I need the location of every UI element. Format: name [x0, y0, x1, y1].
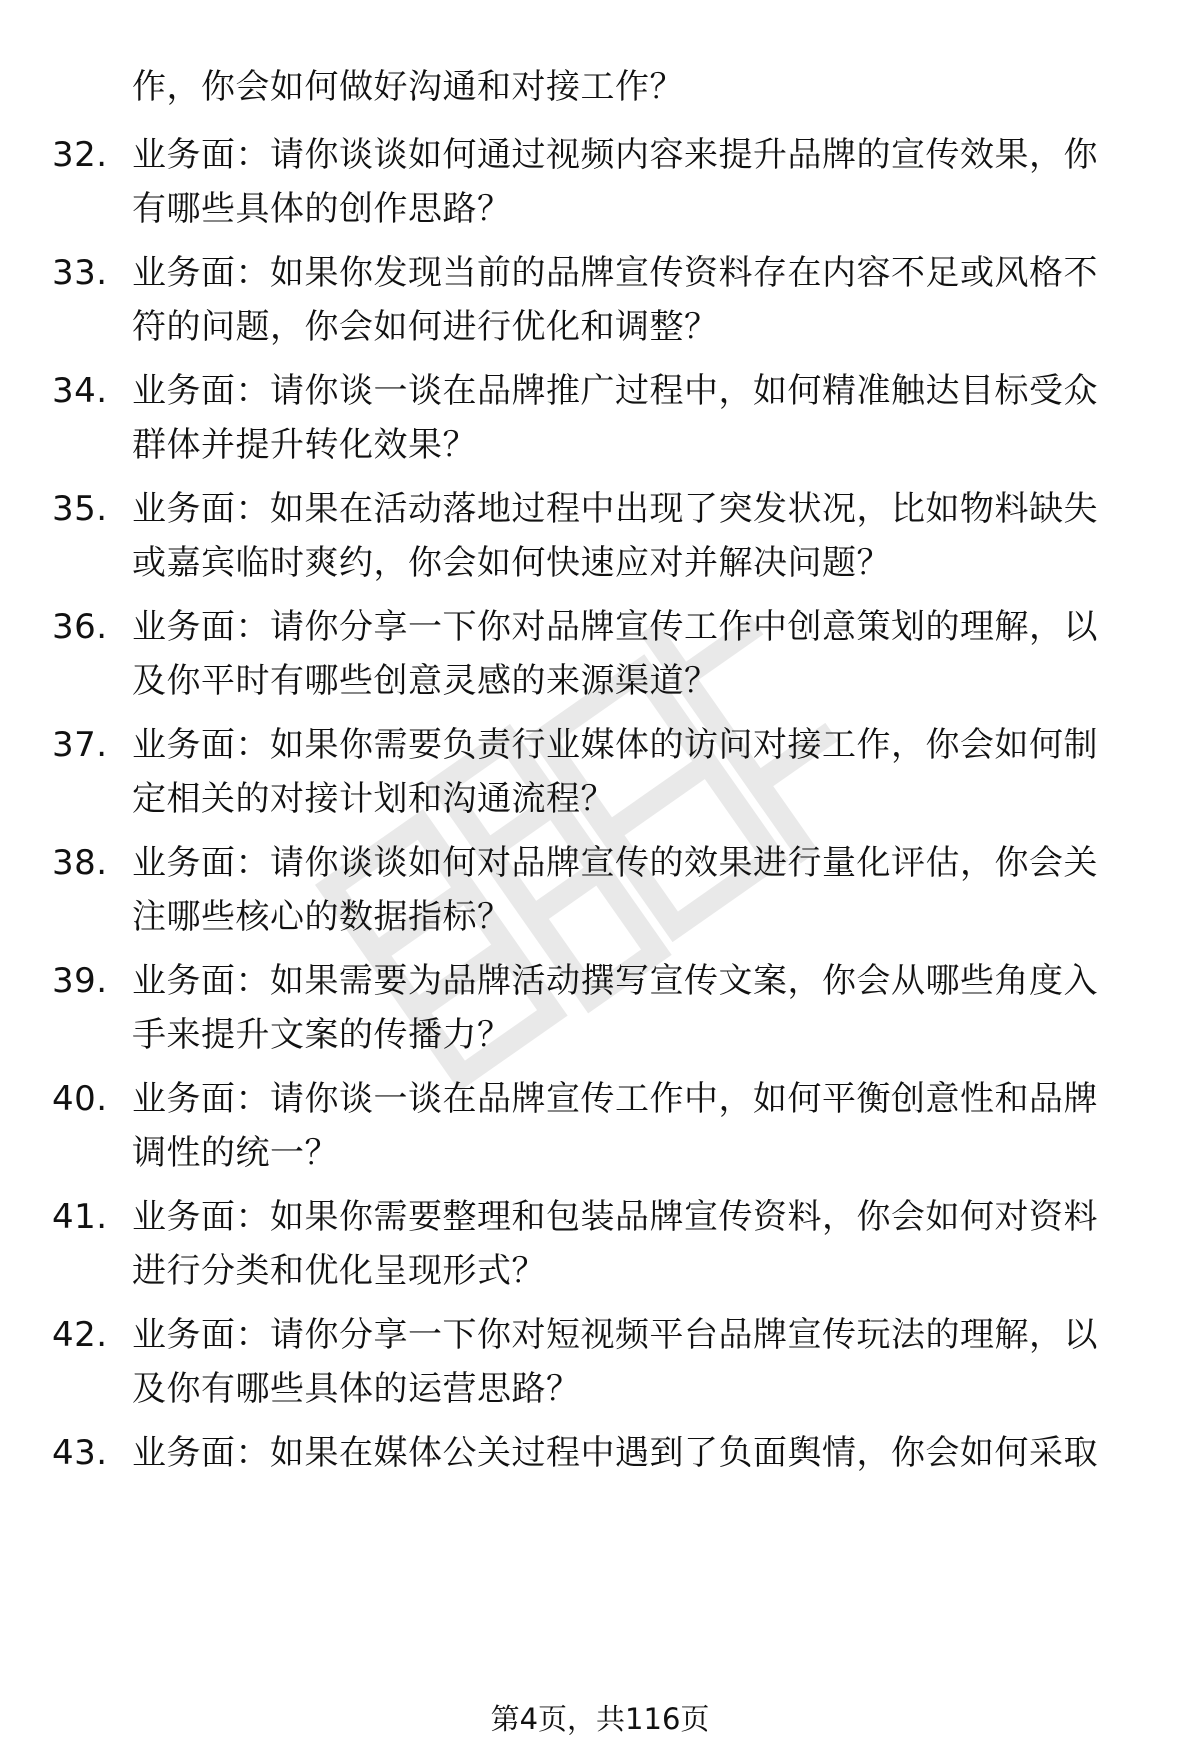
question-line: 业务面：请你谈一谈在品牌推广过程中，如何精准触达目标受众 [132, 371, 1098, 411]
question-number: 37. [52, 725, 108, 765]
question-number: 38. [52, 843, 108, 883]
question-line: 业务面：请你谈谈如何通过视频内容来提升品牌的宣传效果，你 [132, 135, 1098, 175]
question-text [132, 482, 1142, 590]
question-line: 手来提升文案的传播力？ [132, 1015, 512, 1055]
question-line: 业务面：请你谈谈如何对品牌宣传的效果进行量化评估，你会关 [132, 843, 1098, 883]
question-text [132, 1426, 1142, 1480]
question-text [132, 364, 1142, 472]
question-number: 39. [52, 961, 108, 1001]
continuation-text [132, 60, 1142, 114]
question-number: 35. [52, 489, 108, 529]
question-number: 32. [52, 135, 108, 175]
question-line: 进行分类和优化呈现形式？ [132, 1251, 546, 1291]
question-line: 业务面：请你分享一下你对短视频平台品牌宣传玩法的理解，以 [132, 1315, 1098, 1355]
question-text [132, 1308, 1142, 1416]
question-line: 调性的统一？ [132, 1133, 339, 1173]
question-number: 43. [52, 1433, 108, 1473]
question-line: 业务面：请你分享一下你对品牌宣传工作中创意策划的理解，以 [132, 607, 1098, 647]
question-text [132, 718, 1142, 826]
question-line: 业务面：如果需要为品牌活动撰写宣传文案，你会从哪些角度入 [132, 961, 1098, 1001]
question-line: 及你有哪些具体的运营思路？ [132, 1369, 581, 1409]
page-number-footer: 第4页，共116页 [490, 1702, 710, 1736]
question-text [132, 128, 1142, 236]
question-text [132, 1072, 1142, 1180]
question-number: 33. [52, 253, 108, 293]
question-number: 41. [52, 1197, 108, 1237]
question-line: 业务面：如果你需要整理和包装品牌宣传资料，你会如何对资料 [132, 1197, 1098, 1237]
question-line: 定相关的对接计划和沟通流程？ [132, 779, 615, 819]
question-text [132, 1190, 1142, 1298]
question-line: 业务面：如果你需要负责行业媒体的访问对接工作，你会如何制 [132, 725, 1098, 765]
question-number: 36. [52, 607, 108, 647]
question-number: 34. [52, 371, 108, 411]
question-number: 40. [52, 1079, 108, 1119]
question-text [132, 836, 1142, 944]
question-line: 注哪些核心的数据指标？ [132, 897, 512, 937]
question-text [132, 600, 1142, 708]
question-number: 42. [52, 1315, 108, 1355]
question-line: 符的问题，你会如何进行优化和调整？ [132, 307, 719, 347]
question-line: 群体并提升转化效果？ [132, 425, 477, 465]
question-line: 作，你会如何做好沟通和对接工作？ [132, 67, 684, 107]
question-text [132, 954, 1142, 1062]
question-text [132, 246, 1142, 354]
question-line: 业务面：如果你发现当前的品牌宣传资料存在内容不足或风格不 [132, 253, 1098, 293]
question-line: 业务面：如果在媒体公关过程中遇到了负面舆情，你会如何采取 [132, 1433, 1098, 1473]
question-line: 有哪些具体的创作思路？ [132, 189, 512, 229]
question-line: 或嘉宾临时爽约，你会如何快速应对并解决问题？ [132, 543, 891, 583]
question-line: 及你平时有哪些创意灵感的来源渠道？ [132, 661, 719, 701]
question-line: 业务面：如果在活动落地过程中出现了突发状况，比如物料缺失 [132, 489, 1098, 529]
question-line: 业务面：请你谈一谈在品牌宣传工作中，如何平衡创意性和品牌 [132, 1079, 1098, 1119]
